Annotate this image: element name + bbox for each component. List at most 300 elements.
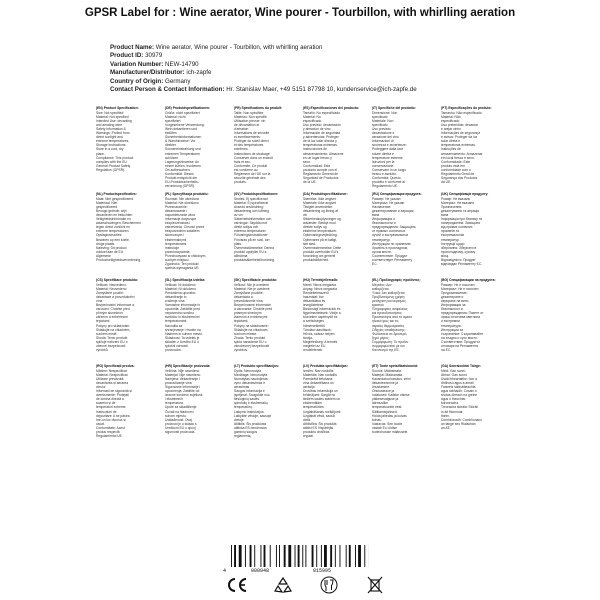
spec-line: вина [372,212,380,217]
spec-line: Tamaño: No especificado [303,110,341,115]
spec-line: Paredzētā lietošana: [303,376,334,381]
spec-line: κρασιού [372,303,384,308]
spec-line: Zamýšľané použitie: [234,290,264,295]
spec-line: regulai. [303,434,314,439]
spec-line: Размер: Не указан [372,196,401,201]
spec-line: Dimensione: Non [372,110,398,115]
spec-line: extrêmes. [234,147,249,152]
spec-line: Opbevaringsvejledning: [303,233,338,238]
barcode-bar [340,545,341,567]
barcode-bar [260,545,261,567]
spec-section [303,278,368,360]
spec-line: dekantace a provzdušnění [96,294,135,299]
product-info-row [110,69,570,77]
spec-line: Skladujte na chladném, [96,327,131,332]
spec-line: dekantiranje in [165,294,187,299]
spec-line: soarelui și de [96,401,116,406]
spec-line: Bewaren op een koele, [96,237,130,242]
spec-line: aerācija [303,384,315,389]
spec-line: лучей и экстремальных [372,233,409,238]
spec-line: Φυλάσσετε σε δροσερό, [372,331,408,336]
spec-line: d'aération [234,126,249,131]
spec-line: ξηρό μέρος. [372,335,390,340]
spec-line: Laikykite vėsioje, sausoje [234,413,272,418]
spec-line: Conformitate: Acest [96,425,125,430]
spec-line: Material: Ej specificerat [234,200,269,205]
spec-line: thirim. [441,413,450,418]
spec-line: Προβλεπόμενη χρήση: [372,294,406,299]
spec-line: Čuvati na hladnom i [165,409,195,414]
spec-line: Intended Use: decanting [96,118,132,123]
spec-line: Säilitamisjuhised: [372,409,398,414]
spec-line: Συμμόρφωση: Το προϊόν [372,339,409,344]
spec-section-heading: (SK) Špecifikácie produktu: [234,278,278,282]
spec-line: temperaturami. [165,319,188,324]
spec-line: вина [441,212,449,217]
spec-line: Namjena: dekantiranje i [165,376,200,381]
spec-line: Overensstemmelse: Dette [303,245,342,250]
spec-line: Інструкції щодо [441,241,465,246]
spec-line: de lumina directă a [96,397,124,402]
spec-line: Материал: Не указан [372,200,405,205]
spec-line: Ort aufbewahren. [165,167,191,172]
spec-line: Produkt entspricht der [165,176,198,181]
spec-line: Информация о [372,217,395,222]
spec-line: sigurnosti proizvoda. [165,430,196,434]
spec-line: відповідає Регламенту ЄС. [441,262,483,267]
spec-line: Warnings: Protect from [96,131,130,136]
spec-line: Uso pretendido: decantar [441,122,479,127]
spec-line: Proteggere dalla luce [372,147,404,152]
barcode-bar [250,545,252,567]
spec-line: Materijal: Nije navedeno [165,372,201,377]
spec-section-heading: (EL) Προδιαγραφές προϊόντος: [372,278,421,282]
spec-line: Opslaginstructies: [96,233,123,238]
spec-line: place. [96,151,105,156]
spec-line: ostrzeżenia: Chronić przed [165,225,205,230]
spec-section [234,278,299,360]
spec-section-heading: (PL) Specyfikacja produktu: [165,192,209,196]
spec-line: сухом месте. [372,249,392,254]
spec-line: Conservare in un luogo [372,167,407,172]
spec-line: ЕС. [372,262,378,267]
spec-line: Regulamento Geral de [441,172,475,176]
spec-line: Segurança dos Produtos [441,176,478,181]
spec-line: prevzdušnenie vína [234,298,263,303]
spec-line: Хранить в прохладном, [372,245,408,250]
spec-line: Úsáid bheartaithe: fíon a [441,376,477,381]
spec-line: ακραίες θερμοκρασίες. [372,323,406,328]
spec-line: e arejar vinho [441,126,461,131]
spec-line: пряка слънчева светлина [441,315,481,320]
spec-line: dekantering och luftning [234,208,270,213]
spec-line: napowietrzanie wina [165,212,195,217]
spec-line: extreme temperatures. [96,139,130,144]
barcode-digit-right: 015995 [313,568,332,574]
spec-line: dhíthosú agus a aeráil [441,380,474,385]
barcode-bar [316,545,317,567]
spec-line: skladen z Uredbo EU o [165,339,199,344]
spec-grid [96,106,506,446]
product-info-row [110,86,570,94]
spec-line: місці. [441,253,450,258]
barcode-bar [231,545,232,567]
spec-line: Instrucțiuni de [96,409,117,414]
spec-line: Regulation (GPSR). [96,167,126,172]
spec-section [165,278,230,360]
spec-line: EU-Produktsicherheits- [165,180,199,185]
spec-line: et avertissements: [234,135,261,140]
spec-line: temperatūrų. [234,405,253,410]
barcode-bar [245,545,246,567]
spec-line: in áit fhionnuar, [441,409,464,414]
spec-line: ηλιακό φως και τις [372,319,399,324]
spec-line: produits. [234,180,247,185]
spec-line: Reglamento General de [303,172,339,176]
spec-line: Säkerhetsinformation och [234,217,272,222]
spec-line: Uso previsto: decantación [303,122,341,127]
product-info-key: Country of Origin: [110,77,164,85]
spec-section-heading: (LT) Produkto specifikacijos: [234,364,280,368]
spec-line: Uredbom EU o općoj [165,425,196,430]
spec-line: temperatūrām. [303,405,325,410]
spec-line: direct sunlight and [96,135,123,140]
spec-line: em local fresco e seco. [441,155,475,160]
spec-line: безопасности и [372,221,396,226]
spec-line: aeravimas [234,384,250,389]
spec-section-heading: (SL) Specifikacija izdelka: [165,278,206,282]
spec-line: conformidade com o [441,167,471,172]
spec-line: Storage Instructions: [96,143,127,148]
spec-line: аериране на вино [441,298,469,303]
spec-line: Przechowywać w chłodnym, [165,253,207,258]
spec-line: agus rabhaidh: Cosain ó [441,389,477,394]
spec-line: декантиране и [441,294,464,299]
spec-line: svetlobo in ekstremnimi [165,315,200,320]
spec-line: almacenamiento: Almacene [303,151,344,156]
spec-line: Matériau: Non spécifié [234,114,267,119]
spec-section [96,106,161,188]
spec-line: Material: nicht [165,114,186,119]
spec-line: įspėjimai: Saugokite nuo [234,393,270,398]
spec-line: Safety Information & [96,126,126,131]
spec-line: Informations de sécurité [234,131,270,136]
spec-line: produto está em [441,163,465,168]
spec-line: vietā. [303,417,311,422]
spec-line: zračenje vina [165,298,185,303]
spec-line: на ЕС. [441,348,452,353]
spec-line: Материал: Не е посочен [441,286,479,291]
spec-line: prozračivanje vina [165,380,192,385]
barcode-bar [279,545,280,567]
spec-line: suchom mieste. [234,331,258,336]
spec-line: av vin [234,212,243,217]
spec-line: figyelmeztetések: Védje a [303,311,341,316]
spec-section [303,106,368,188]
spec-line: rendeletének. [303,348,323,353]
product-info-row [110,52,570,60]
spec-line: decantazione e [372,131,395,136]
spec-line: verordnung (GPSR). [165,184,196,188]
spec-line: Προστατέψτε από το άμεσο [372,315,413,320]
spec-line: от прямых солнечных [372,229,406,234]
spec-line: päikesevalguse ja [372,397,399,402]
spec-line: decanteren en beluchten [96,212,133,217]
spec-line: Tilsigtet anvendelse: [303,204,333,209]
spec-line: spĺňa nariadenie EÚ o [234,339,267,344]
spec-line: Usklađenost: Ovaj [165,417,192,422]
spec-line: Instruções de [441,147,461,152]
spec-line: температури. [441,323,462,328]
spec-line: uscat. [96,421,105,426]
spec-line: and aerating wine [96,122,123,127]
spec-line: splňuje nařízení EU o [96,339,128,344]
spec-line: varování: Chraňte před [96,307,130,312]
spec-line: vína [96,298,103,303]
spec-line: Atbilstība: Šis produkts [303,421,337,426]
spec-line: gaminių saugos [234,430,258,434]
spec-line: suchym miejscu. [165,258,190,262]
product-info-value: NEW-14790 [165,60,199,68]
spec-line: produktsikkerhed. [303,258,330,262]
spec-section [234,364,299,446]
spec-line: Regolamento UE. [372,184,399,188]
spec-line: tiesioginių saulės [234,397,260,402]
product-info-row [110,61,570,69]
spec-line: megfelel az EU [303,344,326,348]
spec-line: y advertencias: Proteger [303,135,339,140]
spec-line: atbilst ES Vispārējās [303,425,334,430]
spec-line: Соответствие: Продукт [372,253,408,258]
spec-line: екстремальних [441,233,465,238]
spec-line: Instrucciones de [303,147,328,152]
spec-line: Drošības informācija un [303,389,338,394]
spec-line: Πληροφορίες ασφαλείας [372,307,408,312]
spec-line: temperaturas extremas. [441,143,476,148]
spec-section-heading: (LV) Produkta specifikācijas: [303,364,348,368]
spec-line: közvetlen napfénytől és [303,315,338,320]
spec-line: безопасност и [441,307,463,312]
barcode-bar [349,545,351,567]
spec-line: Materiál: Nie je uvedené [234,286,270,291]
spec-line: temperatuuride eest. [372,405,403,410]
spec-line: allmänna [234,253,248,258]
spec-line: gespecificeerd [96,204,118,209]
spec-line: frais et sec. [234,159,251,164]
spec-line: sholas díreach na gréine [441,393,478,398]
spec-line: neposredno sončno [165,311,194,316]
spec-section-heading: (NL) Productspecificaties: [96,192,137,196]
spec-line: foircneacha. [441,401,459,406]
spec-line: Οδηγίες αποθήκευσης: [372,327,406,332]
spec-line: Назначение: [372,204,392,209]
spec-line: výrobkov. [234,348,248,353]
spec-line: decantarea și aerarea [96,380,129,385]
spec-line: producto cumple con el [303,167,338,172]
spec-line: Naleving: Dit product [96,245,127,250]
spec-section [303,364,368,446]
spec-line: & Warnhinweise: Vor [165,139,196,144]
spec-line: Veličina: Nije navedeno [165,368,200,373]
product-info-key: Contact Person & Contact Information: [110,86,225,94]
spec-line: vinului [96,384,106,389]
spec-line: Kavandatud kasutus: veini [372,376,411,381]
spec-line: Размер: Не е посочен [441,282,475,287]
spec-line: da UE. [441,180,452,185]
spec-section [96,192,161,274]
spec-section [441,364,506,446]
spec-line: предупреждения: Пазете от [441,311,484,316]
spec-section-heading: (RO) Specificații produs: [96,364,135,368]
spec-line: et des températures [234,143,264,148]
spec-line: an táirge seo Rialachán [441,421,476,426]
spec-line: i ekstremnih [165,397,183,402]
spec-section-heading: (IT) Specifiche del prodotto: [372,106,416,110]
spec-line: äärmuslike [372,401,388,406]
spec-line: žiarením a extrémnymi [234,315,268,320]
spec-line: dekantering og iltning af [303,208,339,213]
spec-line: en un lugar fresco y [303,155,332,160]
spec-section [441,278,506,360]
spec-line: Règlement de l'UE sur la [234,172,271,176]
spec-line: Faisnéis sábháilteachta [441,384,476,389]
spec-line: de la UE. [303,180,317,185]
spec-line: Conformité: Ce produit [234,163,268,168]
spec-line: ekstreme temperaturer. [303,229,338,234]
spec-line: соответствует Регламенту [372,258,413,262]
spec-line: a varovania: Chráňte pred [234,307,273,312]
spec-section [441,192,506,274]
spec-section [96,278,161,360]
spec-line: spełnia wymagania UE. [165,266,200,271]
spec-line: Conserver dans un endroit [234,155,273,160]
spec-line: brīdinājumi: Sargāt no [303,393,336,398]
spec-line: Materiał: Nie określono [165,200,199,205]
spec-line: Dydis: Nenurodyta [234,368,262,373]
spec-line: direkte sollys og [303,225,327,230]
spec-line: предупреждения: Защищать [372,225,416,230]
spec-line: Przeznaczenie: [165,204,188,209]
spec-line: Informazioni di [372,139,394,144]
barcode-bar [364,545,365,567]
spec-line: Uzglabāt vēsā, sausā [303,413,335,418]
spec-line: на хладно и сухо място. [441,335,478,340]
spec-section-heading: (DE) Produktspezifikationen: [165,106,211,110]
spec-line: Sonneneinstrahlung und [165,147,201,152]
spec-line: extreme temperaturen. [96,229,130,234]
spec-line: Avsedd användning: [234,204,264,209]
spec-section [165,192,230,274]
barcode-bar [335,545,336,567]
spec-line: Bezpečnostní informace a [96,303,135,308]
spec-line: Material: Não [441,114,461,119]
spec-line: schützen. [165,155,180,160]
spec-section-heading: (DA) Produktspecifikationer: [303,192,348,196]
spec-section [372,278,437,360]
spec-line: Tárolási utasítások: [303,327,332,332]
spec-line: Veiligheidsinformatie en [96,217,131,222]
spec-line: hoiatused: Kaitske otsese [372,393,410,398]
spec-line: temperatura. [165,401,184,406]
spec-line: Größe: nicht spezifiziert [165,110,200,115]
spec-line: plats. [234,241,242,246]
spec-line: від прямих сонячних [441,225,473,230]
spec-line: seco. [303,159,311,164]
spec-line: všeobecnej bezpečnosti [234,344,270,348]
spec-line: solare diretta e [372,151,394,156]
barcode-bar [284,545,286,567]
barcode-digit-left: 000948 [251,568,270,574]
spec-line: specificato [372,122,388,127]
spec-line: vastab ELi üldise [372,425,397,430]
barcode [229,545,369,567]
barcode-bar [239,545,242,567]
spec-line: teplotami. [96,319,111,324]
spec-line: Μέγεθος: Δεν [372,282,392,287]
spec-line: direkter [165,143,176,148]
spec-line: Відповідність: Продукт [441,258,476,262]
spec-line: Protéger du soleil direct [234,139,269,144]
spec-line: Sicherheitsinformationen [165,135,202,140]
product-info-value: 30979 [145,52,163,60]
spec-line: Uzglabāšanas norādījumi: [303,409,342,414]
spec-line: Beoogd gebruik: wijn [96,208,127,213]
spec-line: Bezpečnostné informácie [234,303,272,308]
spec-line: tiešiem saules stariem un [303,397,341,402]
product-info-value: Wine aerator, Wine pourer - Tourbillon, with whirlling aeration [155,44,323,51]
spec-line: shranjevanje: Hranite na [165,327,201,332]
spec-line: Varnostne informacije in [165,303,201,308]
spec-line: Materjal: Määramata [372,372,403,377]
spec-line: tooteohutuse määrusele. [372,430,409,434]
spec-line: extremen Temperaturen [165,151,200,156]
glass-fork-icon [318,576,340,594]
spec-line: Storlek: Ej specificerad [234,196,268,201]
spec-line: especificado [441,118,460,123]
spec-line: Sigurnosne informacije i [165,384,201,389]
barcode-bar [302,545,303,567]
spec-line: прохолодному, сухому [441,249,476,254]
spec-line: Méret: Nincs megadva [303,282,336,287]
spec-line: használat: bor [303,294,324,299]
spec-line: Conformità: Questo [372,176,401,181]
spec-line: Materiál: Neuvedeno [96,286,127,291]
spec-line: suhom mjestu. [165,413,187,418]
spec-line: Navodila za [165,323,183,328]
spec-line: Conformidade: Este [441,159,471,164]
spec-line: especificado [303,118,322,123]
spec-line: dekantowanie i [165,208,187,213]
spec-line: sécurité générale des [234,176,266,181]
barcode-bar [355,545,356,567]
spec-line: an AE. [441,425,451,430]
spec-line: Suurus: Määramata [372,368,401,373]
product-info-row [110,78,570,86]
spec-section [165,364,230,446]
spec-line: przechowywania: [165,249,191,254]
spec-line: Матеріал: Не вказано [441,200,475,205]
spec-line: Vastavus: See toode [372,421,403,426]
spec-line: Maat: Niet gespecificeerd [96,196,134,201]
spec-line: συμμορφώνεται με τον [372,344,406,348]
spec-line: Productveiligheidsverordening. [96,258,142,262]
spec-line: obecné bezpečnosti [96,344,126,348]
spec-line: výrobků. [96,348,109,353]
spec-line: vīna dekantēšana un [303,380,334,385]
spec-line: Sikkerhedsoplysninger og [303,217,341,222]
spec-line: Υλικό: Δεν καθορίζεται [372,290,405,295]
spec-line: Instructions de stockage: [234,151,271,156]
